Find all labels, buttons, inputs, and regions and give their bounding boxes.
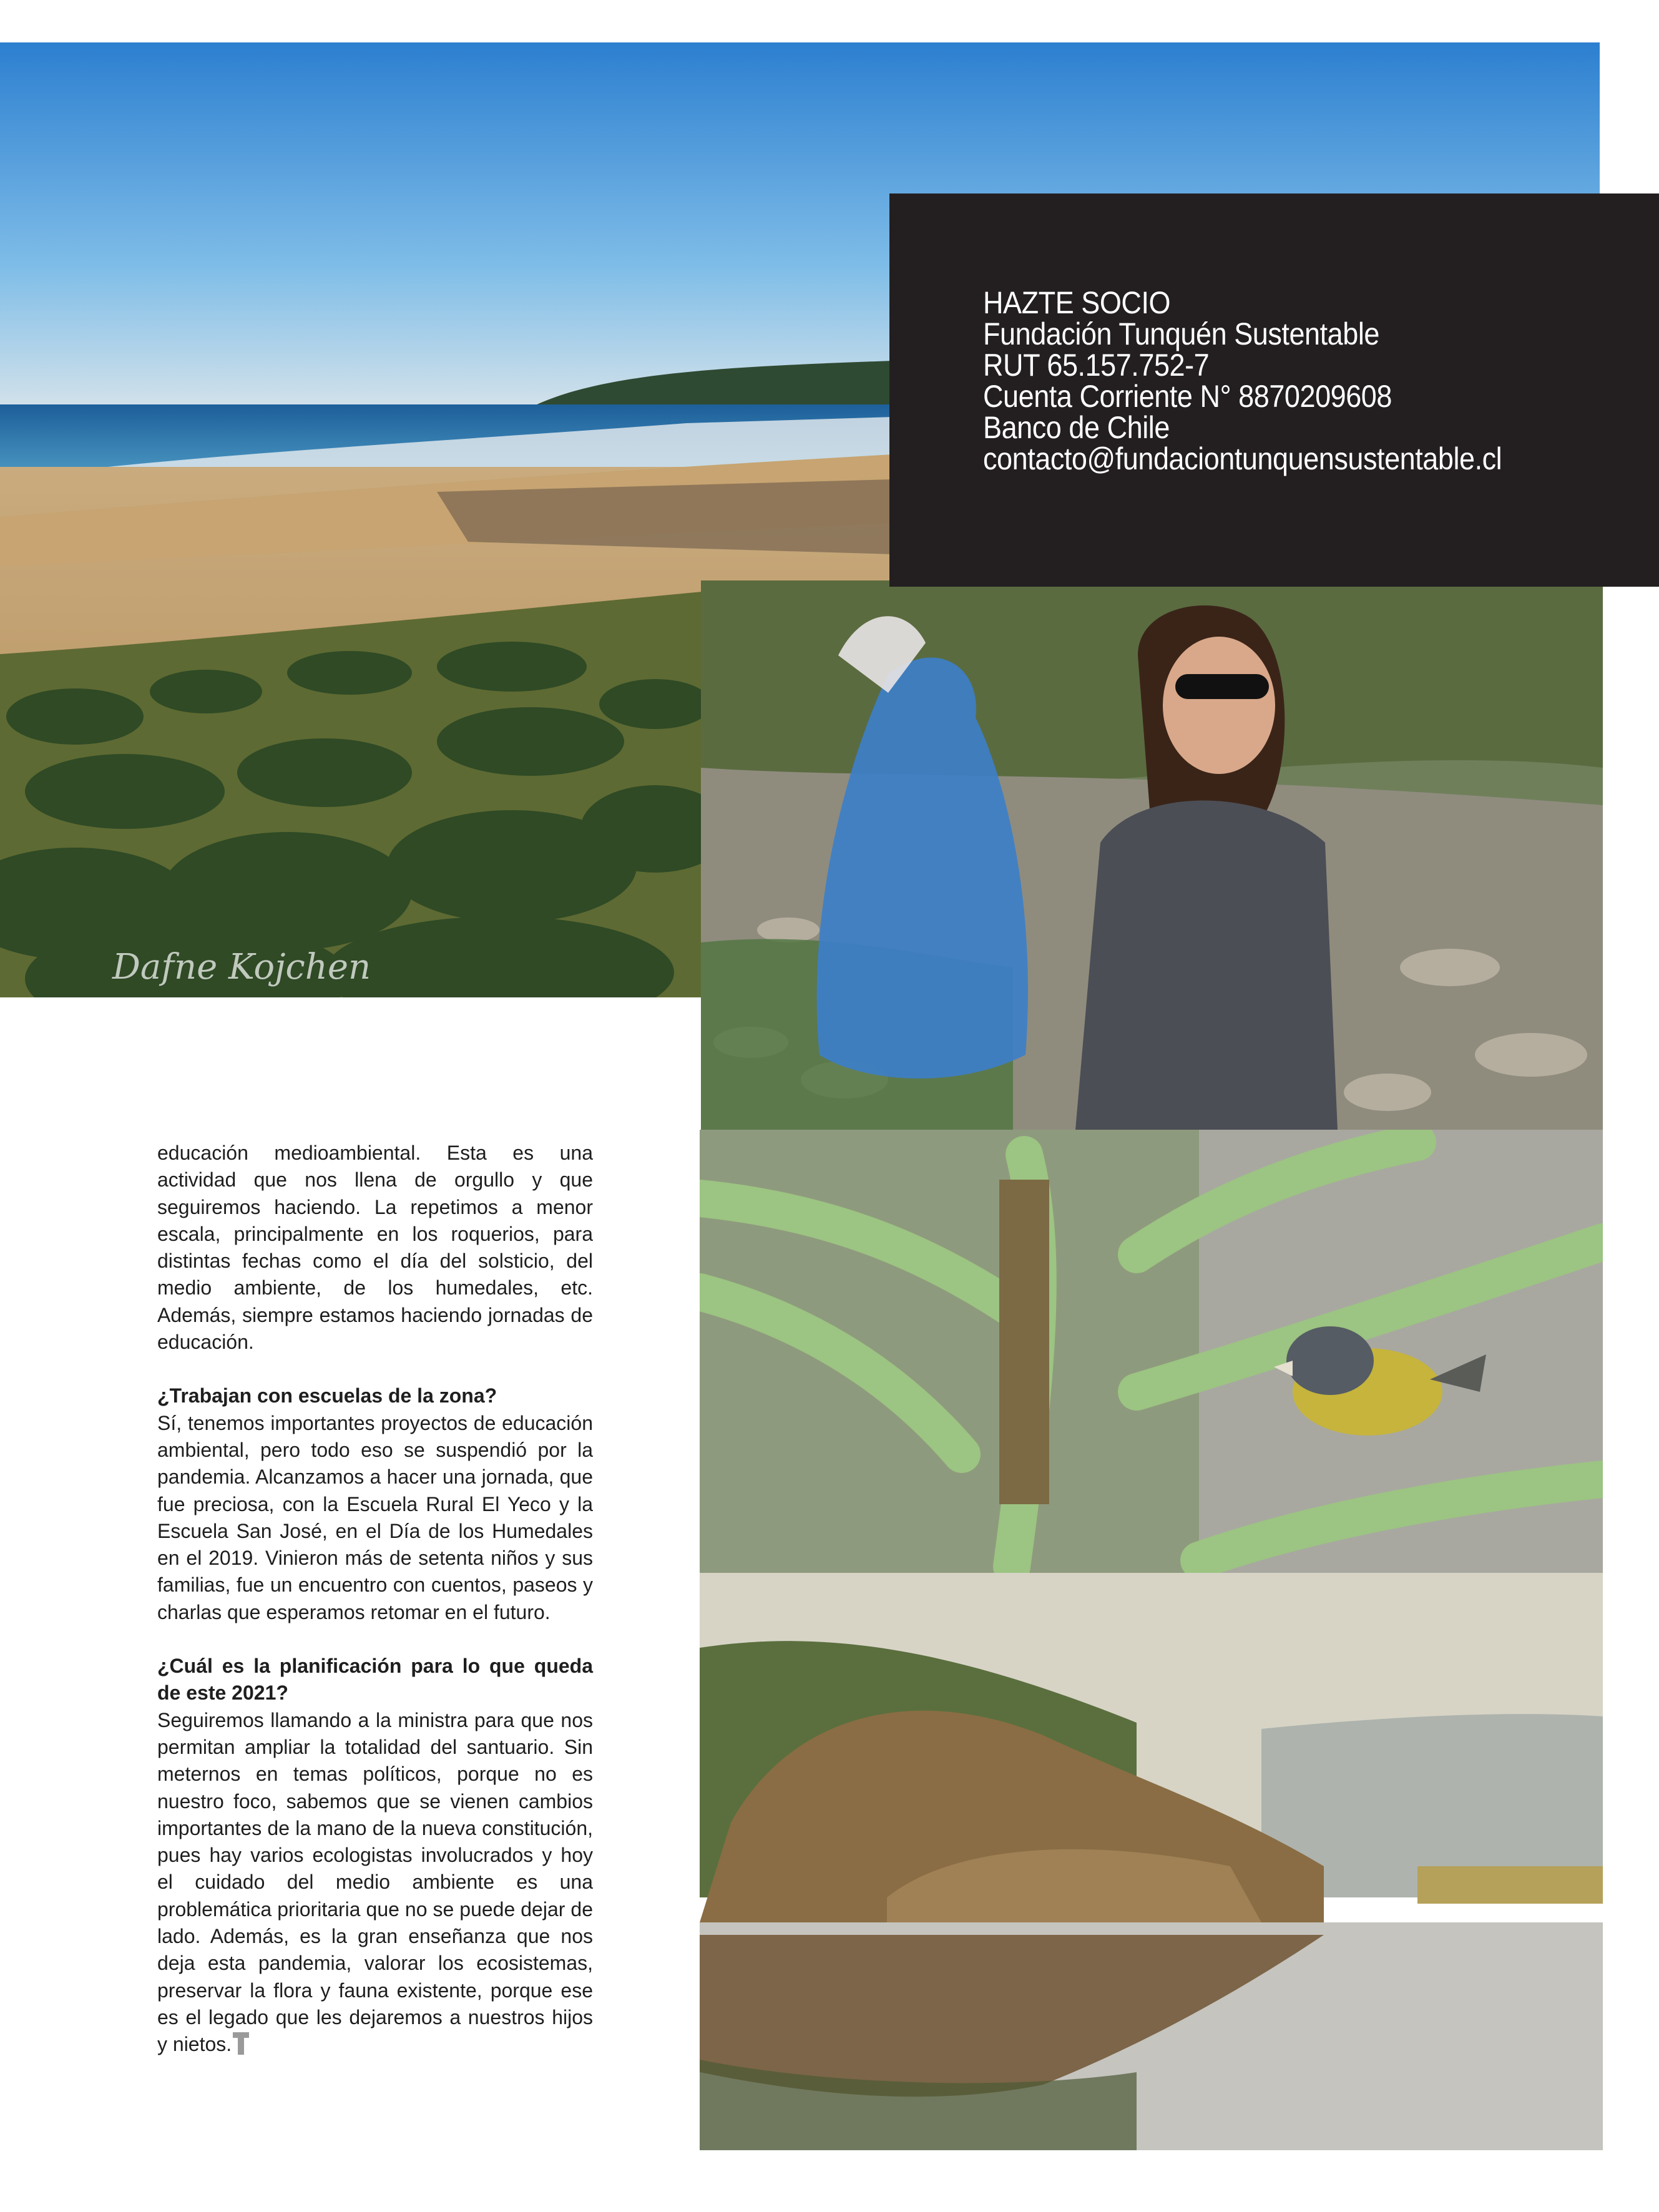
end-mark-icon [233,2032,249,2055]
article-section [157,1653,593,2058]
info-foundation-name: Fundación Tunquén Sustentable [983,316,1379,351]
info-heading: HAZTE SOCIO [983,285,1171,320]
article-answer: Seguiremos llamando a la ministra para que nos permitan ampliar la totalidad del santuario. Sin meternos en temas políticos, porque no es nuestro foco, sabemos que se vienen cambios importantes de la mano de la nueva constitución, pues hay varios ecologistas involucrados y hoy el cuidado del medio ambiente es una problemática prioritaria que no se puede dejar de lado. Además, es la gran enseñanza que nos deja esta pandemia, valorar los ecosistemas, preservar la flora y fauna existente, porque ese es el legado que les dejaremos a nuestros hijos y nietos. [157,1708,593,2056]
photo-signature: Dafne Kojchen [112,947,371,987]
article-question: ¿Cuál es la planificación para lo que queda de este 2021? [157,1655,593,1705]
woman-cleanup-photo [701,580,1603,1130]
article-body [157,1140,593,2085]
article-paragraph: educación medioambiental. Esta es una actividad que nos llena de orgullo y que seguiremos haciendo. La repetimos a menor escala, principalmente en los roquerios, para distintas fechas como el día del solsticio, del medio ambiente, de los humedales, etc. Además, siempre estamos haciendo jornadas de educación. [157,1142,593,1354]
article-question: ¿Trabajan con escuelas de la zona? [157,1384,497,1407]
article-section [157,1382,593,1626]
info-email: contacto@fundaciontunquensustentable.cl [983,441,1502,476]
membership-info-box [889,193,1659,587]
bird-plant-photo [700,1130,1603,1573]
article-answer: Sí, tenemos importantes proyectos de educación ambiental, pero todo eso se suspendió por la pandemia. Alcanzamos a hacer una jornada, que fue preciosa, con la Escuela Rural El Yeco y la Escuela San José, en el Día de los Humedales en el 2019. Vinieron más de setenta niños y sus familias, fue un encuentro con cuentos, paseos y charlas que esperamos retomar en el futuro. [157,1411,593,1623]
info-account-number: Cuenta Corriente N° 8870209608 [983,379,1392,414]
rocks-wetland-photo [700,1573,1603,2150]
info-bank: Banco de Chile [983,410,1170,445]
info-rut: RUT 65.157.752-7 [983,348,1210,383]
